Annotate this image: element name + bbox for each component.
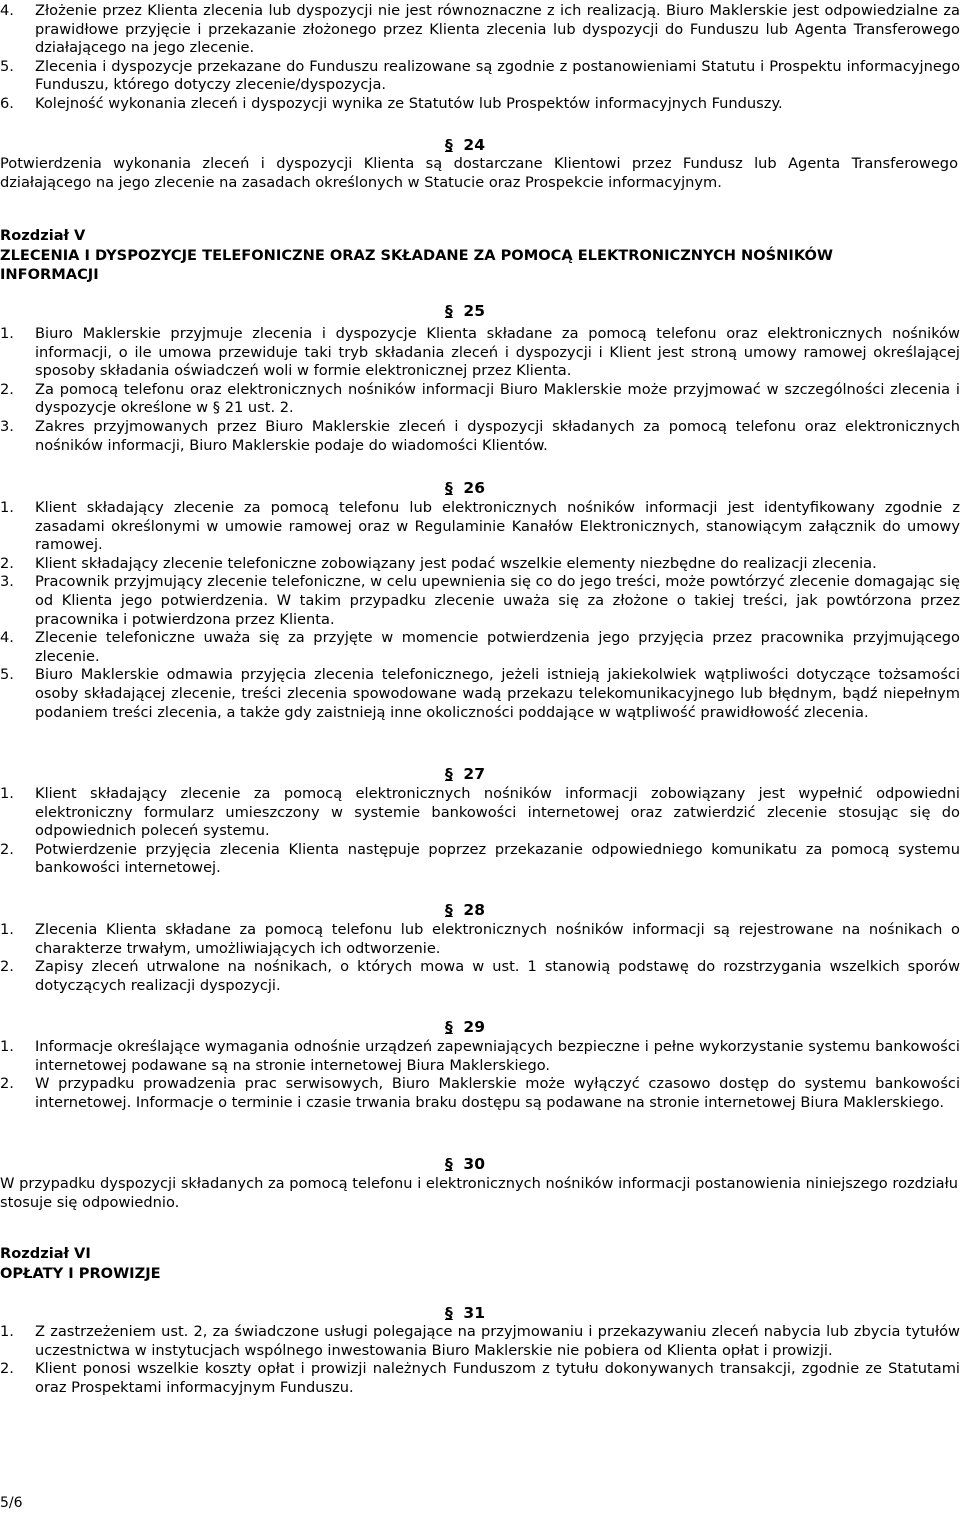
section-heading-27: § 27 [445, 765, 485, 783]
list-25 [0, 325, 960, 455]
paragraph-24: Potwierdzenia wykonania zleceń i dyspozycji Klienta są dostarczane Klientowi przez Fundusz lub Agenta Transferowego działającego na jego zlecenie na zasadach określonych w Statucie oraz Prospekcie informacyjnym. [0, 155, 958, 191]
list-item: 1. Biuro Maklerskie przyjmuje zlecenia i dyspozycje Klienta składane za pomocą telefonu oraz elektronicznych nośników informacji, o ile umowa przewiduje taki tryb składania zleceń i dyspozycji i Klient jest stroną umowy ramowej określającej sposoby składania oświadczeń woli w formie elektronicznej przez Klienta. [0, 325, 960, 380]
list-item: 1. Z zastrzeżeniem ust. 2, za świadczone usługi polegające na przyjmowaniu i przekazywaniu zleceń nabycia lub zbycia tytułów uczestnictwa w instytucjach wspólnego inwestowania Biuro Maklerskie nie pobiera od Klienta opłat i prowizji. [0, 1323, 960, 1359]
list-item: 5. Biuro Maklerskie odmawia przyjęcia zlecenia telefonicznego, jeżeli istnieją jakiekolwiek wątpliwości dotyczące tożsamości osoby składającej zlecenie, treści zlecenia spowodowane wadą przekazu telekomunikacyjnego lub błędnym, bądź niepełnym podaniem treści zlecenia, a także gdy zaistnieją inne okoliczności poddające w wątpliwość prawidłowość zlecenia. [0, 666, 960, 721]
section-heading-30: § 30 [445, 1155, 485, 1173]
list-item: 3. Pracownik przyjmujący zlecenie telefoniczne, w celu upewnienia się co do jego treści, może powtórzyć zlecenie domagając się od Klienta jego potwierdzenia. W takim przypadku zlecenie uważa się za złożone o takiej treści, jak powtórzona przez pracownika i potwierdzona przez Klienta. [0, 573, 960, 628]
chapter-title: ZLECENIA I DYSPOZYCJE TELEFONICZNE ORAZ SKŁADANE ZA POMOCĄ ELEKTRONICZNYCH NOŚNIKÓW INFORMACJI [0, 247, 833, 283]
section-heading-24: § 24 [445, 136, 485, 154]
list-item: 4. Złożenie przez Klienta zlecenia lub dyspozycji nie jest równoznaczne z ich realizacją. Biuro Maklerskie jest odpowiedzialne za prawidłowe przyjęcie i przekazanie złożonego przez Klienta zlecenia lub dyspozycji do Funduszu lub Agenta Transferowego działającego na jego zlecenie. [0, 2, 960, 57]
chapter-label: Rozdział V [0, 227, 86, 244]
chapter-title: OPŁATY I PROWIZJE [0, 1265, 161, 1282]
list-item: 2. Potwierdzenie przyjęcia zlecenia Klienta następuje poprzez przekazanie odpowiedniego komunikatu za pomocą systemu bankowości internetowej. [0, 840, 960, 877]
section-heading-29: § 29 [445, 1018, 485, 1036]
list-item: 2. Za pomocą telefonu oraz elektronicznych nośników informacji Biuro Maklerskie może przyjmować w szczególności zlecenia i dyspozycje określone w § 21 ust. 2. [0, 380, 960, 417]
section-heading-26: § 26 [445, 479, 485, 497]
list-28 [0, 921, 960, 995]
chapter-label: Rozdział VI [0, 1245, 91, 1262]
list-item: 3. Zakres przyjmowanych przez Biuro Maklerskie zleceń i dyspozycji składanych za pomocą telefonu oraz elektronicznych nośników informacji, Biuro Maklerskie podaje do wiadomości Klientów. [0, 417, 960, 454]
list-item: 1. Zlecenia Klienta składane za pomocą telefonu lub elektronicznych nośników informacji są rejestrowane na nośnikach o charakterze trwałym, umożliwiających ich odtworzenie. [0, 921, 960, 957]
section-heading-25: § 25 [445, 302, 485, 320]
list-item: 2. Zapisy zleceń utrwalone na nośnikach, o których mowa w ust. 1 stanowią podstawę do rozstrzygania wszelkich sporów dotyczących realizacji dyspozycji. [0, 958, 960, 994]
section-heading-31: § 31 [445, 1304, 485, 1322]
list-item: 6. Kolejność wykonania zleceń i dyspozycji wynika ze Statutów lub Prospektów informacyjnych Funduszy. [0, 94, 783, 112]
list-item: 5. Zlecenia i dyspozycje przekazane do Funduszu realizowane są zgodnie z postanowieniami Statutu i Prospektu informacyjnego Funduszu, którego dotyczy zlecenie/dyspozycja. [0, 57, 960, 94]
paragraph-30: W przypadku dyspozycji składanych za pomocą telefonu i elektronicznych nośników informacji postanowienia niniejszego rozdziału stosuje się odpowiednio. [0, 1175, 958, 1211]
list-26 [0, 499, 960, 722]
list-31 [0, 1323, 960, 1397]
list-27 [0, 785, 960, 878]
list-item: 1. Klient składający zlecenie za pomocą elektronicznych nośników informacji zobowiązany jest wypełnić odpowiedni elektroniczny formularz umieszczony w systemie bankowości internetowej oraz zatwierdzić zlecenie stosując się do odpowiednich poleceń systemu. [0, 785, 960, 840]
list-item: 2. W przypadku prowadzenia prac serwisowych, Biuro Maklerskie może wyłączyć czasowo dostęp do systemu bankowości internetowej. Informacje o terminie i czasie trwania braku dostępu są podawane na stronie internetowej Biura Maklerskiego. [0, 1075, 960, 1111]
list-item: 2. Klient składający zlecenie telefoniczne zobowiązany jest podać wszelkie elementy niezbędne do realizacji zlecenia. [0, 554, 877, 572]
list-29 [0, 1038, 960, 1112]
list-item: 1. Informacje określające wymagania odnośnie urządzeń zapewniających bezpieczne i pełne wykorzystanie systemu bankowości internetowej podawane są na stronie internetowej Biura Maklerskiego. [0, 1038, 960, 1074]
page-number: 5/6 [0, 1495, 23, 1511]
list-item: 1. Klient składający zlecenie za pomocą telefonu lub elektronicznych nośników informacji jest identyfikowany zgodnie z zasadami określonymi w umowie ramowej oraz w Regulaminie Kanałów Elektronicznych, stanowiącym załącznik do umowy ramowej. [0, 499, 960, 554]
section-heading-28: § 28 [445, 901, 485, 919]
list-item: 2. Klient ponosi wszelkie koszty opłat i prowizji należnych Funduszom z tytułu dokonywanych transakcji, zgodnie ze Statutami oraz Prospektami informacyjnym Funduszu. [0, 1360, 960, 1396]
list-top [0, 2, 960, 114]
list-item: 4. Zlecenie telefoniczne uważa się za przyjęte w momencie potwierdzenia jego przyjęcia przez pracownika przyjmującego zlecenie. [0, 629, 960, 665]
